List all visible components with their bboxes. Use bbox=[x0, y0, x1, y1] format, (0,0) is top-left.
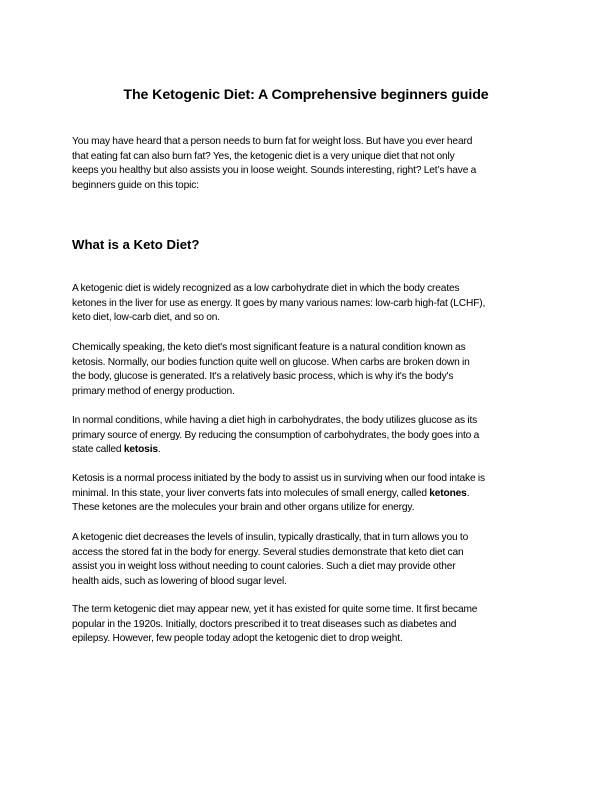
text-line: access the stored fat in the body for energy. Several studies demonstrate that keto diet can bbox=[72, 546, 464, 558]
paragraph-chemistry bbox=[72, 341, 542, 399]
text-line: keeps you healthy but also assists you in loose weight. Sounds interesting, right? Let’s have a bbox=[72, 165, 477, 177]
text-line: A ketogenic diet decreases the levels of insulin, typically drastically, that in turn allows you to bbox=[72, 532, 469, 543]
intro-paragraph bbox=[72, 135, 542, 193]
text-line bbox=[72, 443, 542, 458]
paragraph-ketosis-process bbox=[72, 472, 542, 516]
text-line: primary source of energy. By reducing the consumption of carbohydrates, the body goes into a bbox=[72, 429, 480, 441]
paragraph-definition bbox=[72, 282, 542, 326]
text-run: . bbox=[157, 444, 161, 456]
text-line: ketosis. Normally, our bodies function quite well on glucose. When carbs are broken down in bbox=[72, 356, 470, 368]
bold-term-ketosis: ketosis bbox=[123, 444, 158, 456]
text-line: epilepsy. However, few people today adopt the ketogenic diet to drop weight. bbox=[72, 633, 403, 645]
text-run: minimal. In this state, your liver converts fats into molecules of small energy, called bbox=[72, 487, 430, 499]
text-line: Ketosis is a normal process initiated by the body to assist us in surviving when our food intake is bbox=[72, 473, 485, 484]
text-line: Chemically speaking, the keto diet's most significant feature is a natural condition known as bbox=[72, 342, 466, 353]
text-line: health aids, such as lowering of blood sugar level. bbox=[72, 575, 287, 587]
paragraph-normal-conditions bbox=[72, 414, 542, 458]
text-line: primary method of energy production. bbox=[72, 385, 235, 397]
text-line: assist you in weight loss without needing to count calories. Such a diet may provide other bbox=[72, 561, 456, 573]
document-title: The Ketogenic Diet: A Comprehensive beginners guide bbox=[123, 87, 489, 103]
text-line: In normal conditions, while having a diet high in carbohydrates, the body utilizes glucose as its bbox=[72, 415, 478, 426]
text-line: You may have heard that a person needs to burn fat for weight loss. But have you ever heard bbox=[72, 136, 473, 147]
text-line: A ketogenic diet is widely recognized as a low carbohydrate diet in which the body creates bbox=[72, 283, 460, 294]
bold-term-ketones: ketones bbox=[429, 487, 467, 499]
paragraph-insulin bbox=[72, 531, 542, 589]
section-heading: What is a Keto Diet? bbox=[72, 237, 200, 252]
text-line: popular in the 1920s. Initially, doctors prescribed it to treat diseases such as diabetes and bbox=[72, 618, 457, 630]
paragraph-history bbox=[72, 603, 542, 647]
text-run: state called bbox=[72, 444, 124, 456]
text-line: the body, glucose is generated. It's a relatively basic process, which is why it's the body's bbox=[72, 371, 454, 383]
text-line bbox=[72, 487, 542, 502]
text-line: These ketones are the molecules your brain and other organs utilize for energy. bbox=[72, 502, 415, 514]
text-line: ketones in the liver for use as energy. It goes by many various names: low-carb high-fat (LCHF), bbox=[72, 297, 486, 309]
text-line: keto diet, low-carb diet, and so on. bbox=[72, 312, 220, 324]
text-run: . bbox=[466, 487, 470, 499]
text-line: The term ketogenic diet may appear new, yet it has existed for quite some time. It first became bbox=[72, 604, 478, 615]
text-line: that eating fat can also burn fat? Yes, the ketogenic diet is a very unique diet that not only bbox=[72, 150, 455, 162]
text-line: beginners guide on this topic: bbox=[72, 179, 199, 191]
